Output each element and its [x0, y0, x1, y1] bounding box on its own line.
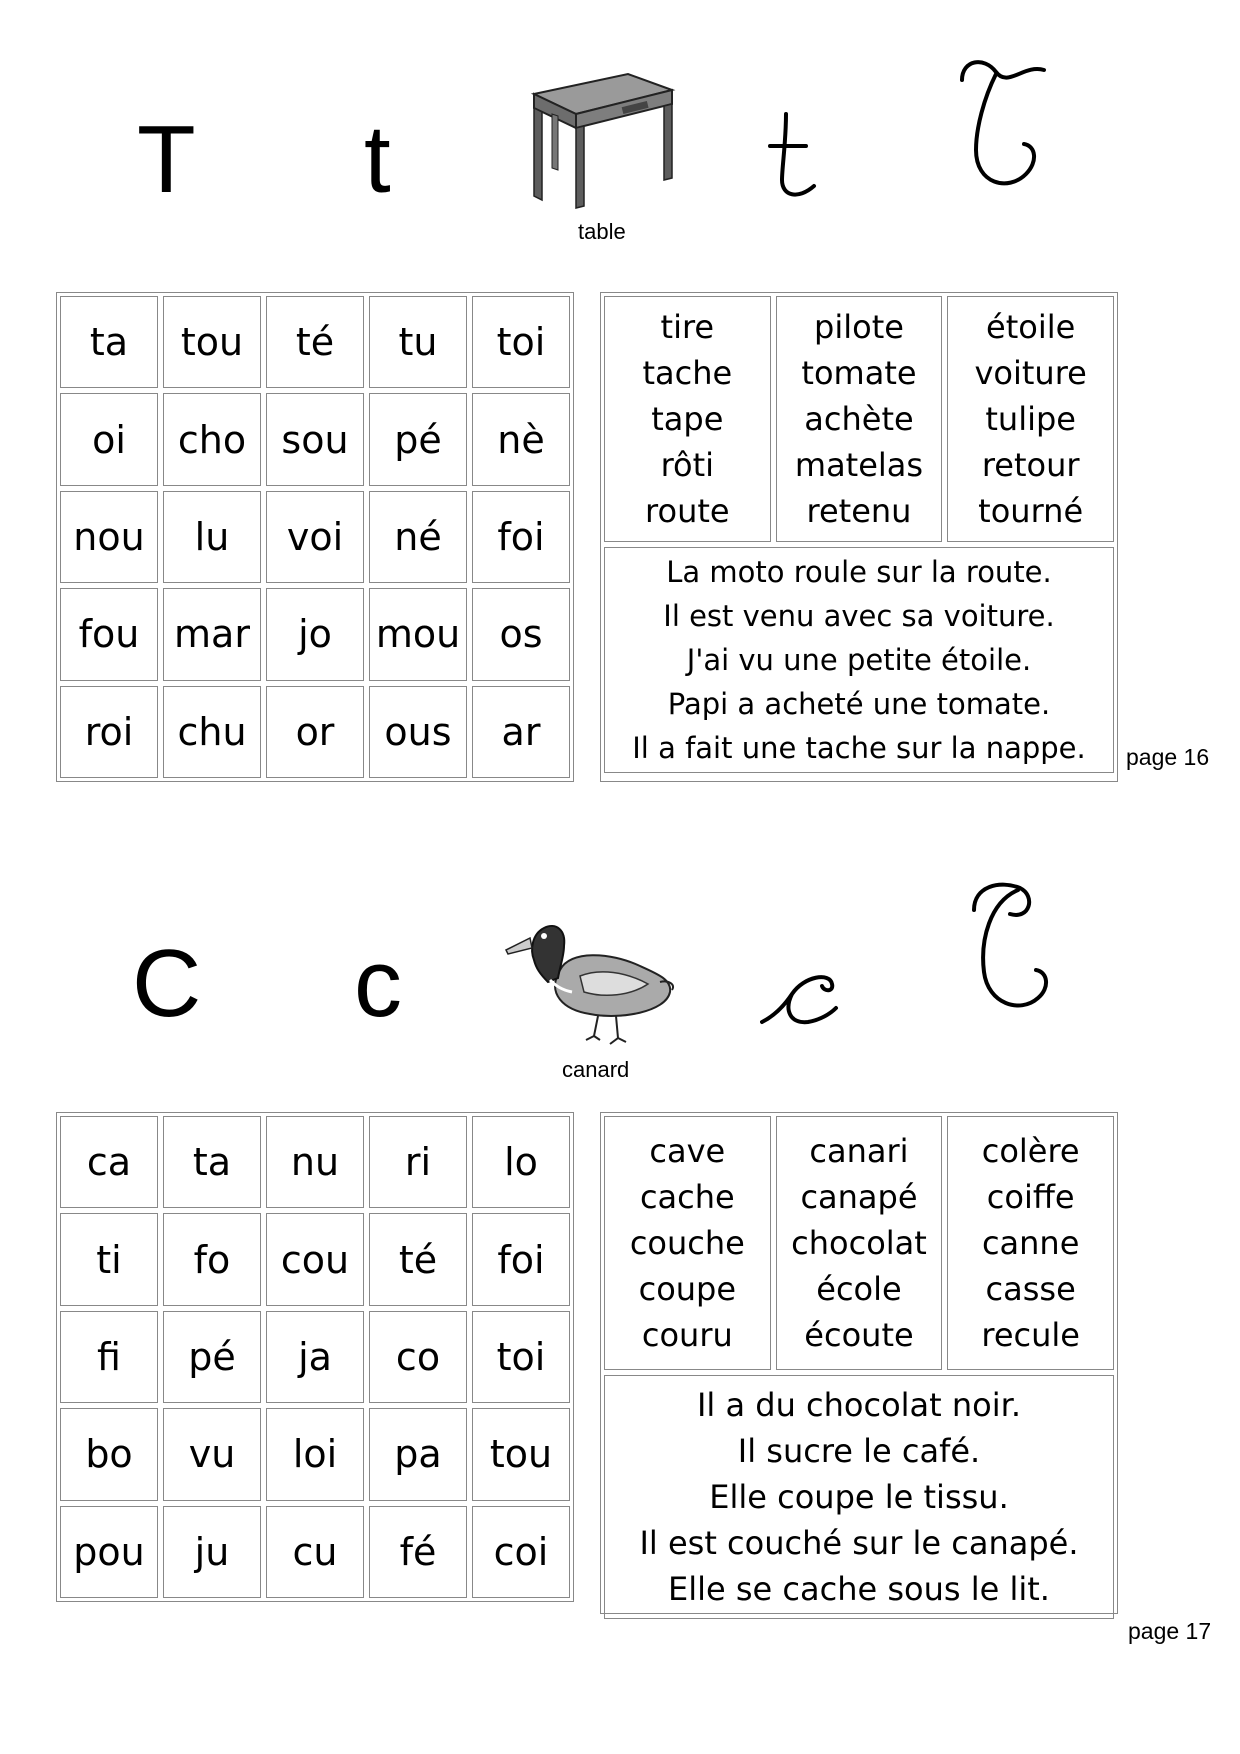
- syllable-cell: fo: [163, 1213, 261, 1305]
- cursive-lowercase-letter: [768, 112, 828, 202]
- sentence: Elle coupe le tissu.: [709, 1478, 1009, 1516]
- sentence: Il sucre le café.: [737, 1432, 981, 1470]
- syllable-cell: lu: [163, 491, 261, 583]
- syllable-cell: né: [369, 491, 467, 583]
- word: coupe: [638, 1270, 737, 1308]
- uppercase-letter: T: [137, 106, 196, 213]
- syllable-cell: pa: [369, 1408, 467, 1500]
- word: canari: [809, 1132, 909, 1170]
- word: matelas: [794, 446, 924, 484]
- syllable-cell: foi: [472, 1213, 570, 1305]
- syllable-cell: ar: [472, 686, 570, 778]
- syllable-cell: ti: [60, 1213, 158, 1305]
- syllable-cell: nè: [472, 393, 570, 485]
- word: tulipe: [985, 400, 1076, 438]
- sentence: La moto roule sur la route.: [666, 555, 1052, 589]
- syllable-cell: roi: [60, 686, 158, 778]
- word: école: [816, 1270, 902, 1308]
- syllable-cell: toi: [472, 296, 570, 388]
- picture-caption: table: [578, 219, 626, 244]
- syllable-cell: coi: [472, 1506, 570, 1598]
- table-icon: [520, 70, 680, 210]
- picture-caption: canard: [562, 1057, 630, 1082]
- sentence: Elle se cache sous le lit.: [668, 1570, 1050, 1608]
- syllable-cell: co: [369, 1311, 467, 1403]
- syllable-cell: toi: [472, 1311, 570, 1403]
- word: recule: [981, 1316, 1080, 1354]
- syllable-cell: ju: [163, 1506, 261, 1598]
- syllable-cell: fi: [60, 1311, 158, 1403]
- page-number: page 17: [1128, 1618, 1212, 1644]
- lesson-c: [0, 820, 1240, 1644]
- syllable-cell: pé: [163, 1311, 261, 1403]
- word: étoile: [986, 308, 1076, 346]
- word: écoute: [804, 1316, 914, 1354]
- sentence: Il est venu avec sa voiture.: [663, 599, 1055, 633]
- word: coiffe: [986, 1178, 1075, 1216]
- syllable-cell: cu: [266, 1506, 364, 1598]
- syllable-cell: fou: [60, 588, 158, 680]
- word-column: [776, 1116, 943, 1370]
- sentence-block: [604, 1375, 1114, 1619]
- word: canne: [981, 1224, 1080, 1262]
- word-reading-box: [600, 1112, 1118, 1614]
- lesson-t: [0, 0, 1240, 820]
- word: couru: [641, 1316, 733, 1354]
- cursive-lowercase-letter: [760, 966, 840, 1026]
- syllable-cell: foi: [472, 491, 570, 583]
- word: retenu: [806, 492, 912, 530]
- syllable-cell: té: [266, 296, 364, 388]
- syllable-cell: sou: [266, 393, 364, 485]
- word: route: [645, 492, 730, 530]
- syllable-cell: voi: [266, 491, 364, 583]
- syllable-cell: oi: [60, 393, 158, 485]
- syllable-cell: nu: [266, 1116, 364, 1208]
- syllable-cell: ca: [60, 1116, 158, 1208]
- cursive-uppercase-letter: [950, 58, 1050, 198]
- sentence: Il a du chocolat noir.: [696, 1386, 1022, 1424]
- word: canapé: [800, 1178, 918, 1216]
- uppercase-letter: C: [132, 930, 202, 1037]
- lowercase-letter: c: [354, 930, 402, 1037]
- page-number: page 16: [1126, 744, 1210, 770]
- word: cave: [649, 1132, 726, 1170]
- word: tourné: [978, 492, 1084, 530]
- sentence: Il a fait une tache sur la nappe.: [632, 731, 1086, 765]
- syllable-cell: ous: [369, 686, 467, 778]
- word-column: [947, 1116, 1114, 1370]
- word: chocolat: [791, 1224, 927, 1262]
- syllable-cell: ta: [60, 296, 158, 388]
- word: tomate: [801, 354, 917, 392]
- word: pilote: [814, 308, 904, 346]
- cursive-uppercase-letter: [960, 880, 1060, 1020]
- sentence: Papi a acheté une tomate.: [667, 687, 1051, 721]
- syllable-cell: loi: [266, 1408, 364, 1500]
- word-column: [776, 296, 943, 542]
- syllable-cell: ja: [266, 1311, 364, 1403]
- word: achète: [804, 400, 914, 438]
- syllable-cell: mou: [369, 588, 467, 680]
- syllable-cell: cho: [163, 393, 261, 485]
- word-column: [604, 296, 771, 542]
- syllable-cell: pou: [60, 1506, 158, 1598]
- word: casse: [985, 1270, 1076, 1308]
- word: cache: [639, 1178, 735, 1216]
- syllable-cell: chu: [163, 686, 261, 778]
- sentence: J'ai vu une petite étoile.: [686, 643, 1032, 677]
- word: couche: [629, 1224, 745, 1262]
- syllable-cell: tou: [163, 296, 261, 388]
- lowercase-letter: t: [364, 106, 391, 213]
- syllable-cell: vu: [163, 1408, 261, 1500]
- sentence-block: [604, 547, 1114, 773]
- syllable-cell: cou: [266, 1213, 364, 1305]
- word: colère: [981, 1132, 1080, 1170]
- syllable-cell: or: [266, 686, 364, 778]
- word: rôti: [660, 446, 715, 484]
- syllable-cell: mar: [163, 588, 261, 680]
- word: tape: [651, 400, 724, 438]
- syllable-cell: tu: [369, 296, 467, 388]
- syllable-cell: pé: [369, 393, 467, 485]
- duck-icon: [500, 910, 680, 1050]
- word-column: [947, 296, 1114, 542]
- word: voiture: [974, 354, 1087, 392]
- syllable-table: [56, 292, 574, 782]
- syllable-cell: té: [369, 1213, 467, 1305]
- syllable-cell: lo: [472, 1116, 570, 1208]
- word-reading-box: [600, 292, 1118, 782]
- syllable-cell: bo: [60, 1408, 158, 1500]
- syllable-cell: nou: [60, 491, 158, 583]
- syllable-cell: os: [472, 588, 570, 680]
- syllable-cell: ta: [163, 1116, 261, 1208]
- sentence: Il est couché sur le canapé.: [639, 1524, 1079, 1562]
- syllable-cell: ri: [369, 1116, 467, 1208]
- word-column: [604, 1116, 771, 1370]
- word: retour: [981, 446, 1080, 484]
- syllable-cell: fé: [369, 1506, 467, 1598]
- word: tache: [642, 354, 733, 392]
- syllable-cell: tou: [472, 1408, 570, 1500]
- syllable-cell: jo: [266, 588, 364, 680]
- syllable-table: [56, 1112, 574, 1602]
- word: tire: [660, 308, 715, 346]
